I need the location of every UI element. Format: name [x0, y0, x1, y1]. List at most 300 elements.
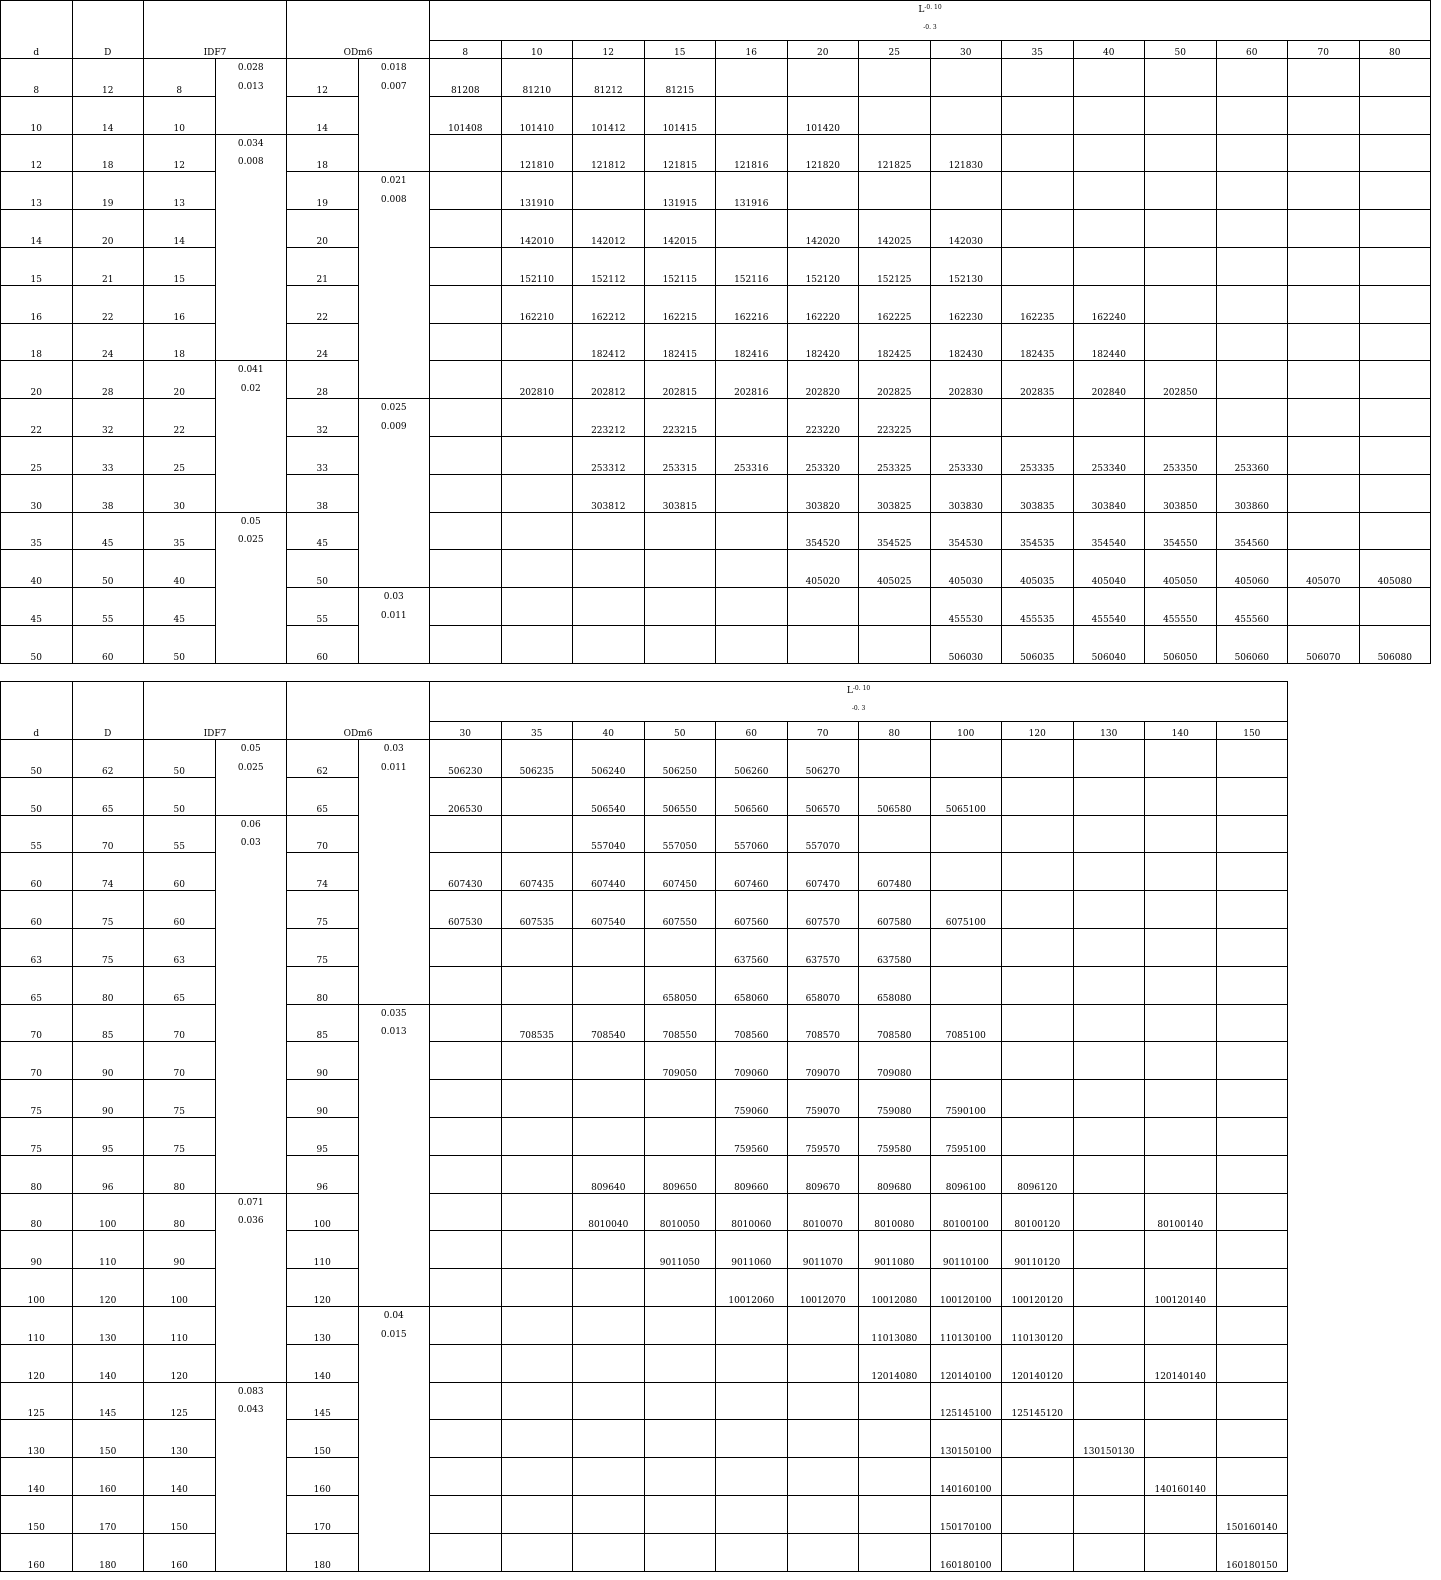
table-row [1, 1306, 1288, 1344]
part-code-cell: 12014080 [859, 1344, 931, 1382]
part-code-cell [501, 1495, 573, 1533]
part-code-cell: 759570 [787, 1117, 859, 1155]
part-code-cell [930, 815, 1002, 853]
part-code-cell [1073, 210, 1145, 248]
part-code-cell [1002, 1533, 1074, 1571]
part-code-cell: 140160100 [930, 1458, 1002, 1496]
part-code-cell [430, 1231, 502, 1269]
part-code-cell [1073, 1495, 1145, 1533]
cell-d: 140 [1, 1458, 73, 1496]
part-code-cell: 506070 [1288, 625, 1360, 663]
part-code-cell: 162235 [1002, 285, 1074, 323]
cell-od: 22 [287, 285, 359, 323]
part-code-cell [1216, 1155, 1288, 1193]
part-code-cell: 557070 [787, 815, 859, 853]
cell-id: 45 [144, 588, 216, 626]
cell-d: 150 [1, 1495, 73, 1533]
part-code-cell [1002, 172, 1074, 210]
length-column-header: 60 [1216, 41, 1288, 59]
cell-d: 65 [1, 966, 73, 1004]
part-code-cell [1216, 1306, 1288, 1344]
part-code-cell: 607430 [430, 853, 502, 891]
part-code-cell [430, 134, 502, 172]
part-code-cell: 101408 [430, 96, 502, 134]
part-code-cell: 110130100 [930, 1306, 1002, 1344]
part-code-cell [1216, 1458, 1288, 1496]
part-code-cell: 8010060 [716, 1193, 788, 1231]
part-code-cell: 152125 [859, 247, 931, 285]
part-code-cell: 131915 [644, 172, 716, 210]
cell-od: 55 [287, 588, 359, 626]
part-code-cell: 658060 [716, 966, 788, 1004]
id-tolerance [215, 361, 287, 512]
cell-D: 100 [72, 1193, 144, 1231]
part-code-cell [859, 740, 931, 778]
part-code-cell [1145, 777, 1217, 815]
cell-id: 150 [144, 1495, 216, 1533]
table-row [1, 1382, 1288, 1420]
part-code-cell: 121816 [716, 134, 788, 172]
od-tol-lower: 0.015 [380, 1329, 407, 1340]
part-code-cell: 5065100 [930, 777, 1002, 815]
cell-d: 160 [1, 1533, 73, 1571]
part-code-cell [1002, 1080, 1074, 1118]
part-code-cell: 759080 [859, 1080, 931, 1118]
part-code-cell: 162215 [644, 285, 716, 323]
part-code-cell: 142015 [644, 210, 716, 248]
part-code-cell: 405070 [1288, 550, 1360, 588]
cell-id: 160 [144, 1533, 216, 1571]
part-code-cell [501, 323, 573, 361]
part-code-cell [1145, 1004, 1217, 1042]
part-code-cell [716, 1382, 788, 1420]
part-code-cell: 759070 [787, 1080, 859, 1118]
part-code-cell: 455550 [1145, 588, 1217, 626]
part-code-cell: 607470 [787, 853, 859, 891]
part-code-cell [1216, 285, 1288, 323]
part-code-cell: 253312 [573, 436, 645, 474]
cell-od: 12 [287, 59, 359, 97]
part-code-cell: 7085100 [930, 1004, 1002, 1042]
part-code-cell: 303835 [1002, 474, 1074, 512]
part-code-cell [573, 1495, 645, 1533]
part-code-cell [644, 1533, 716, 1571]
part-code-cell: 637570 [787, 928, 859, 966]
part-code-cell: 253316 [716, 436, 788, 474]
part-code-cell [1145, 1117, 1217, 1155]
cell-d: 14 [1, 210, 73, 248]
part-code-cell [930, 928, 1002, 966]
part-code-cell [1002, 1042, 1074, 1080]
part-code-cell [1073, 815, 1145, 853]
id-tol-upper: 0.034 [237, 138, 264, 149]
part-code-cell: 303850 [1145, 474, 1217, 512]
part-code-cell [1216, 172, 1288, 210]
part-code-cell [501, 1231, 573, 1269]
part-code-cell [430, 588, 502, 626]
part-code-cell [1073, 134, 1145, 172]
cell-id: 22 [144, 399, 216, 437]
part-code-cell [1073, 247, 1145, 285]
table-row [1, 59, 1431, 97]
part-code-cell [716, 210, 788, 248]
cell-od: 140 [287, 1344, 359, 1382]
cell-od: 20 [287, 210, 359, 248]
cell-d: 12 [1, 134, 73, 172]
part-code-cell [1073, 1533, 1145, 1571]
part-code-cell: 557060 [716, 815, 788, 853]
part-code-cell: 455530 [930, 588, 1002, 626]
part-code-cell [430, 361, 502, 399]
part-code-cell: 223215 [644, 399, 716, 437]
part-code-cell [501, 1193, 573, 1231]
part-code-cell [930, 853, 1002, 891]
id-tolerance [215, 1382, 287, 1571]
header-od: ODm6 [287, 1, 430, 59]
length-column-header: 70 [787, 722, 859, 740]
part-code-cell [430, 1495, 502, 1533]
part-code-cell: 506080 [1359, 625, 1431, 663]
part-code-cell: 182425 [859, 323, 931, 361]
od-tol-upper: 0.025 [380, 403, 407, 414]
cell-id: 70 [144, 1042, 216, 1080]
cell-id: 80 [144, 1193, 216, 1231]
part-code-cell: 142012 [573, 210, 645, 248]
cell-od: 150 [287, 1420, 359, 1458]
cell-D: 95 [72, 1117, 144, 1155]
part-code-cell: 506250 [644, 740, 716, 778]
part-code-cell [430, 1458, 502, 1496]
cell-d: 70 [1, 1004, 73, 1042]
length-column-header: 35 [1002, 41, 1074, 59]
part-code-cell: 607540 [573, 891, 645, 929]
part-code-cell [573, 1042, 645, 1080]
part-code-cell [1145, 247, 1217, 285]
cell-d: 40 [1, 550, 73, 588]
part-code-cell [1359, 210, 1431, 248]
id-tol-lower: 0.043 [237, 1405, 264, 1416]
part-code-cell: 80100120 [1002, 1193, 1074, 1231]
od-tol-upper: 0.04 [383, 1310, 404, 1321]
cell-D: 12 [72, 59, 144, 97]
part-code-cell: 101410 [501, 96, 573, 134]
id-tol-lower: 0.013 [237, 81, 264, 92]
part-code-cell [501, 1042, 573, 1080]
part-code-cell: 182430 [930, 323, 1002, 361]
part-code-cell [1073, 1117, 1145, 1155]
cell-id: 50 [144, 777, 216, 815]
part-code-cell [1288, 134, 1360, 172]
part-code-cell [787, 1533, 859, 1571]
part-code-cell [1073, 1042, 1145, 1080]
cell-d: 30 [1, 474, 73, 512]
part-code-cell [1145, 815, 1217, 853]
part-code-cell [430, 550, 502, 588]
cell-od: 74 [287, 853, 359, 891]
part-code-cell [1145, 1155, 1217, 1193]
part-code-cell: 759060 [716, 1080, 788, 1118]
part-code-cell [859, 588, 931, 626]
length-column-header: 150 [1216, 722, 1288, 740]
part-code-cell: 708540 [573, 1004, 645, 1042]
part-code-cell: 121812 [573, 134, 645, 172]
part-code-cell [1288, 436, 1360, 474]
part-code-cell [787, 1420, 859, 1458]
header-d: d [1, 1, 73, 59]
part-code-cell: 658070 [787, 966, 859, 1004]
part-code-cell [1288, 96, 1360, 134]
part-code-cell [859, 1382, 931, 1420]
part-code-cell [1145, 59, 1217, 97]
part-code-cell [1145, 740, 1217, 778]
part-code-cell: 131916 [716, 172, 788, 210]
cell-id: 25 [144, 436, 216, 474]
part-code-cell [573, 966, 645, 1004]
part-code-cell [1073, 59, 1145, 97]
part-code-cell: 253360 [1216, 436, 1288, 474]
part-code-cell: 557050 [644, 815, 716, 853]
part-code-cell: 354560 [1216, 512, 1288, 550]
cell-od: 75 [287, 928, 359, 966]
cell-od: 28 [287, 361, 359, 399]
table-row [1, 966, 1288, 1004]
part-code-cell: 202835 [1002, 361, 1074, 399]
cell-D: 65 [72, 777, 144, 815]
part-code-cell [1145, 399, 1217, 437]
part-code-cell: 455560 [1216, 588, 1288, 626]
part-code-cell [501, 625, 573, 663]
part-code-cell [1073, 891, 1145, 929]
part-code-cell [1145, 210, 1217, 248]
part-code-cell [644, 625, 716, 663]
part-code-cell: 202850 [1145, 361, 1217, 399]
part-code-cell: 8010070 [787, 1193, 859, 1231]
part-code-cell [1216, 399, 1288, 437]
part-code-cell [787, 625, 859, 663]
part-code-cell [430, 512, 502, 550]
part-code-cell [1073, 777, 1145, 815]
part-code-cell: 162230 [930, 285, 1002, 323]
length-column-header: 80 [1359, 41, 1431, 59]
part-code-cell [501, 588, 573, 626]
part-code-cell [1002, 815, 1074, 853]
part-code-cell [930, 172, 1002, 210]
cell-od: 100 [287, 1193, 359, 1231]
cell-d: 70 [1, 1042, 73, 1080]
part-code-cell: 8010050 [644, 1193, 716, 1231]
part-code-cell [1216, 361, 1288, 399]
cell-d: 35 [1, 512, 73, 550]
cell-D: 180 [72, 1533, 144, 1571]
part-code-cell [1359, 285, 1431, 323]
part-code-cell: 405035 [1002, 550, 1074, 588]
id-tol-upper: 0.05 [240, 516, 261, 527]
part-code-cell: 130150130 [1073, 1420, 1145, 1458]
part-code-cell: 354530 [930, 512, 1002, 550]
part-code-cell [1216, 815, 1288, 853]
part-code-cell [573, 1382, 645, 1420]
cell-d: 20 [1, 361, 73, 399]
part-code-cell: 354535 [1002, 512, 1074, 550]
cell-od: 120 [287, 1269, 359, 1307]
part-code-cell: 809640 [573, 1155, 645, 1193]
part-code-cell: 90110100 [930, 1231, 1002, 1269]
part-code-cell [1359, 474, 1431, 512]
part-code-cell: 506550 [644, 777, 716, 815]
length-upper-tol: -0. 10 [924, 4, 942, 11]
cell-d: 10 [1, 96, 73, 134]
part-code-cell [787, 1382, 859, 1420]
part-code-cell [1002, 740, 1074, 778]
part-code-cell: 10012060 [716, 1269, 788, 1307]
part-code-cell: 607550 [644, 891, 716, 929]
cell-od: 170 [287, 1495, 359, 1533]
part-code-cell: 121815 [644, 134, 716, 172]
cell-D: 24 [72, 323, 144, 361]
part-code-cell [1002, 891, 1074, 929]
length-column-header: 130 [1073, 722, 1145, 740]
cell-od: 80 [287, 966, 359, 1004]
table-row [1, 891, 1288, 929]
part-code-cell [859, 172, 931, 210]
table-row [1, 1495, 1288, 1533]
id-tol-upper: 0.028 [237, 63, 264, 73]
part-code-cell: 253340 [1073, 436, 1145, 474]
length-label: L [918, 5, 925, 15]
part-code-cell [1216, 1231, 1288, 1269]
part-code-cell: 809650 [644, 1155, 716, 1193]
part-code-cell [644, 1080, 716, 1118]
part-code-cell [1073, 399, 1145, 437]
part-code-cell [430, 1004, 502, 1042]
cell-id: 30 [144, 474, 216, 512]
id-tolerance [215, 815, 287, 1193]
part-code-cell [644, 1458, 716, 1496]
length-column-header: 40 [573, 722, 645, 740]
length-lower-tol: -0. 3 [851, 705, 866, 712]
part-code-cell: 81208 [430, 59, 502, 97]
id-tol-lower: 0.025 [237, 762, 264, 773]
part-code-cell: 607580 [859, 891, 931, 929]
part-code-cell [1216, 777, 1288, 815]
part-code-cell: 607435 [501, 853, 573, 891]
cell-id: 13 [144, 172, 216, 210]
part-code-cell [430, 323, 502, 361]
part-code-cell [1216, 1117, 1288, 1155]
od-tol-lower: 0.007 [380, 81, 407, 92]
part-code-cell: 182415 [644, 323, 716, 361]
part-code-cell: 162240 [1073, 285, 1145, 323]
part-code-cell [1216, 1269, 1288, 1307]
part-code-cell: 405080 [1359, 550, 1431, 588]
part-code-cell: 125145100 [930, 1382, 1002, 1420]
part-code-cell: 455535 [1002, 588, 1074, 626]
part-code-cell [1359, 134, 1431, 172]
part-code-cell: 182440 [1073, 323, 1145, 361]
part-code-cell [1002, 134, 1074, 172]
part-code-cell: 202810 [501, 361, 573, 399]
part-code-cell [859, 59, 931, 97]
part-code-cell: 162212 [573, 285, 645, 323]
part-code-cell [501, 1382, 573, 1420]
cell-od: 19 [287, 172, 359, 210]
part-code-cell [430, 172, 502, 210]
part-code-cell: 80100140 [1145, 1193, 1217, 1231]
part-code-cell: 253320 [787, 436, 859, 474]
part-code-cell [501, 928, 573, 966]
part-code-cell: 303830 [930, 474, 1002, 512]
part-code-cell: 637580 [859, 928, 931, 966]
part-code-cell [501, 1155, 573, 1193]
part-code-cell: 354550 [1145, 512, 1217, 550]
part-code-cell [1359, 361, 1431, 399]
part-code-cell [1073, 96, 1145, 134]
part-code-cell [716, 399, 788, 437]
part-code-cell: 708580 [859, 1004, 931, 1042]
length-column-header: 15 [644, 41, 716, 59]
part-code-cell: 11013080 [859, 1306, 931, 1344]
cell-D: 85 [72, 1004, 144, 1042]
part-code-cell [1145, 853, 1217, 891]
part-code-cell: 142010 [501, 210, 573, 248]
header-row [1, 1, 1431, 41]
part-code-cell: 809670 [787, 1155, 859, 1193]
part-code-cell [1073, 853, 1145, 891]
part-code-cell: 658050 [644, 966, 716, 1004]
header-D: D [72, 682, 144, 740]
part-code-cell [1216, 134, 1288, 172]
part-code-cell [1073, 740, 1145, 778]
part-code-cell: 506560 [716, 777, 788, 815]
length-column-header: 50 [1145, 41, 1217, 59]
table-row [1, 512, 1431, 550]
table-row [1, 1420, 1288, 1458]
part-code-cell: 142020 [787, 210, 859, 248]
od-tol-upper: 0.035 [380, 1008, 407, 1019]
part-code-cell: 202816 [716, 361, 788, 399]
length-upper-tol: -0. 10 [852, 685, 871, 692]
od-tolerance [358, 172, 430, 399]
part-code-cell [1073, 1344, 1145, 1382]
cell-D: 130 [72, 1306, 144, 1344]
cell-od: 33 [287, 436, 359, 474]
cell-od: 160 [287, 1458, 359, 1496]
table-row [1, 740, 1288, 778]
part-code-cell: 809680 [859, 1155, 931, 1193]
part-code-cell [1216, 740, 1288, 778]
od-tol-upper: 0.03 [383, 744, 404, 754]
part-code-cell: 152116 [716, 247, 788, 285]
header-d: d [1, 682, 73, 740]
part-code-cell [1216, 1004, 1288, 1042]
part-code-cell: 162216 [716, 285, 788, 323]
part-code-cell: 152112 [573, 247, 645, 285]
part-code-cell: 121810 [501, 134, 573, 172]
part-code-cell [1145, 1533, 1217, 1571]
spec-table-2 [0, 681, 1288, 1572]
cell-D: 140 [72, 1344, 144, 1382]
id-tol-upper: 0.071 [237, 1197, 264, 1208]
cell-id: 60 [144, 891, 216, 929]
part-code-cell [573, 588, 645, 626]
part-code-cell: 405030 [930, 550, 1002, 588]
part-code-cell: 100120140 [1145, 1269, 1217, 1307]
part-code-cell [930, 966, 1002, 1004]
part-code-cell [573, 550, 645, 588]
part-code-cell [1002, 777, 1074, 815]
part-code-cell [930, 399, 1002, 437]
cell-d: 50 [1, 625, 73, 663]
